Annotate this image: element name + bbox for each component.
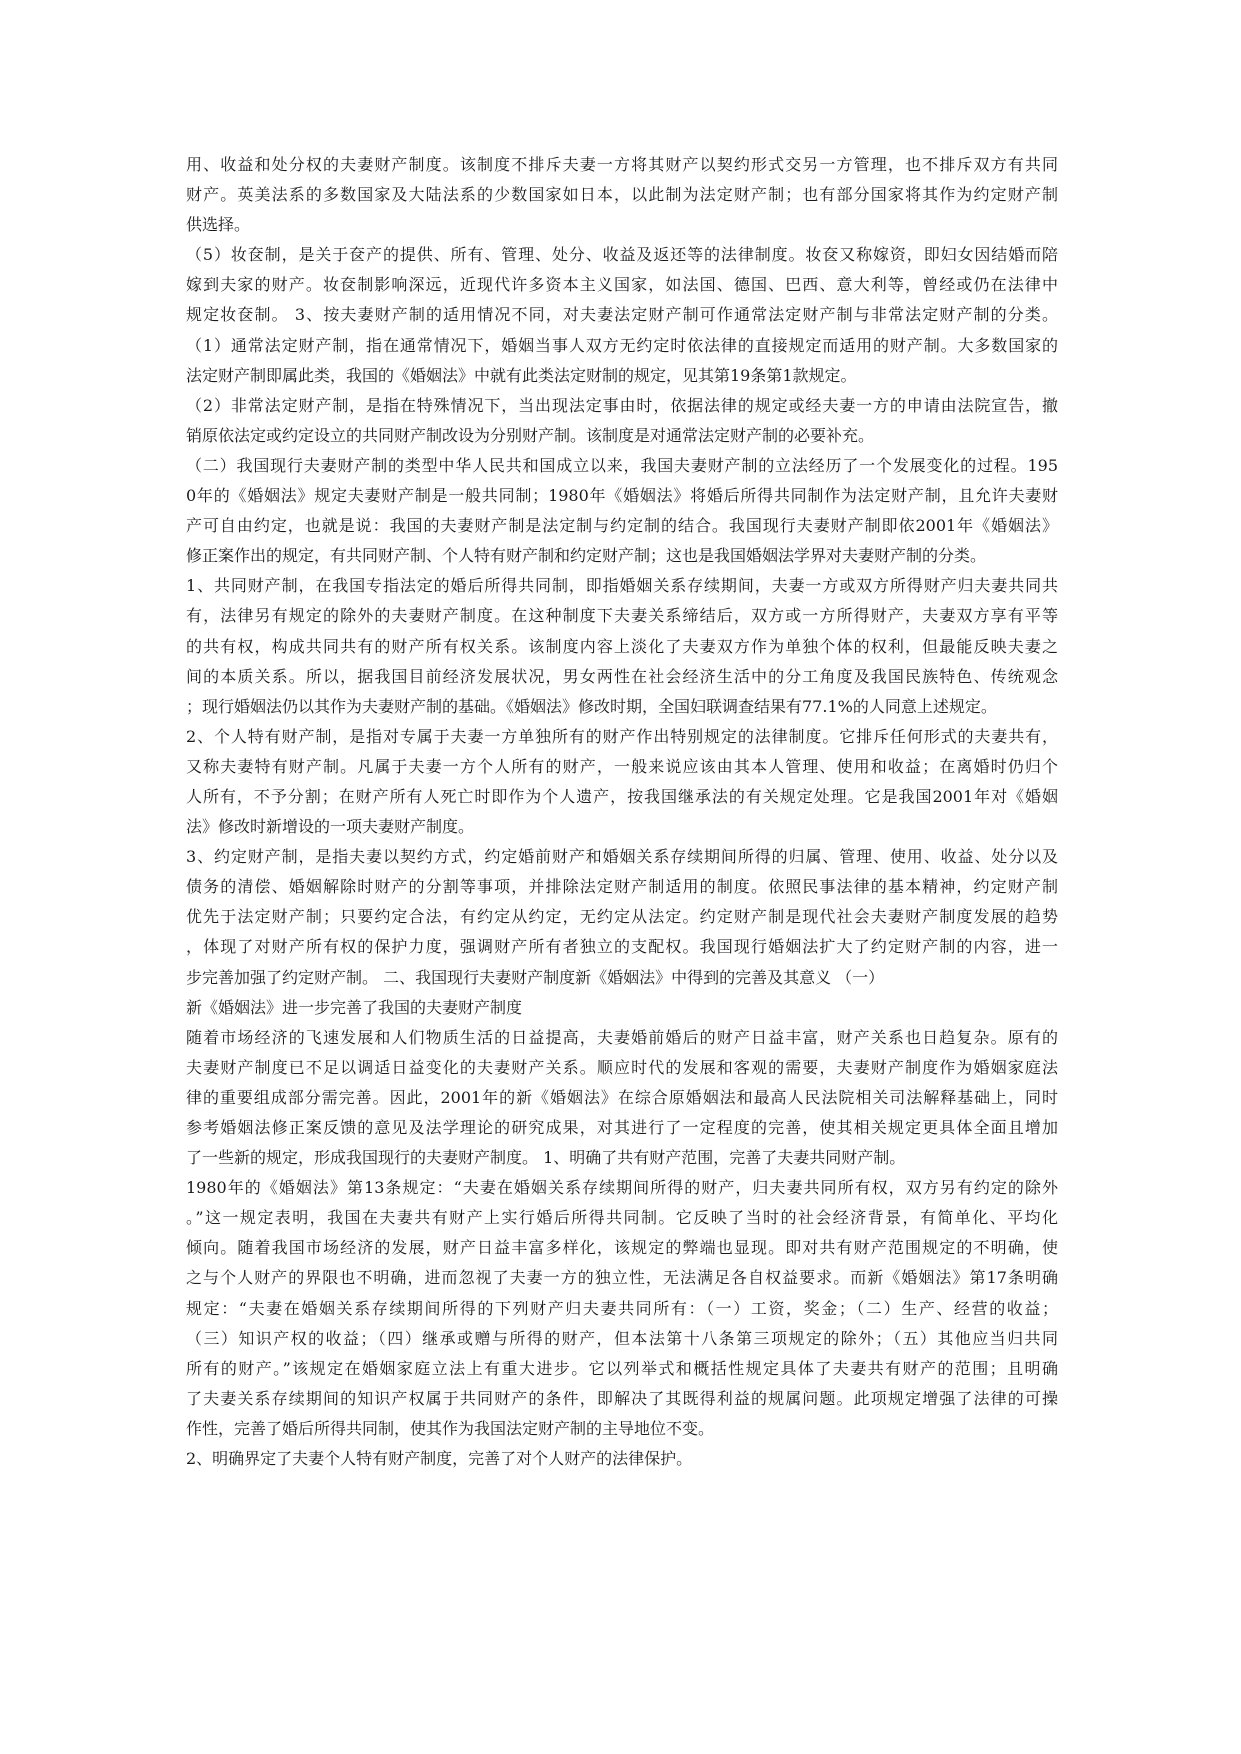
text-line: 规定妆奁制。 3、按夫妻财产制的适用情况不同，对夫妻法定财产制可作通常法定财产制与非常法定财产制的分类。 — [186, 305, 1058, 325]
text-line: 供选择。 — [186, 215, 251, 235]
text-line: 产可自由约定，也就是说：我国的夫妻财产制是法定制与约定制的结合。我国现行夫妻财产制即依2001年《婚姻法》 — [186, 516, 1058, 536]
text-line: 用、收益和处分权的夫妻财产制度。该制度不排斥夫妻一方将其财产以契约形式交另一方管理，也不排斥双方有共同 — [186, 155, 1058, 174]
text-line: （5）妆奁制，是关于奁产的提供、所有、管理、处分、收益及返还等的法律制度。妆奁又称嫁资，即妇女因结婚而陪 — [186, 245, 1058, 265]
text-line: 债务的清偿、婚姻解除时财产的分割等事项，并排除法定财产制适用的制度。依照民事法律的基本精神，约定财产制 — [186, 877, 1058, 897]
document-body — [186, 150, 1058, 1474]
text-line: （三）知识产权的收益；（四）继承或赠与所得的财产，但本法第十八条第三项规定的除外；（五）其他应当归共同 — [186, 1328, 1058, 1348]
text-line: 的共有权，构成共同共有的财产所有权关系。该制度内容上淡化了夫妻双方作为单独个体的权利，但最能反映夫妻之 — [186, 636, 1058, 656]
text-line: 参考婚姻法修正案反馈的意见及法学理论的研究成果，对其进行了一定程度的完善，使其相关规定更具体全面且增加 — [186, 1118, 1058, 1137]
text-line: 之与个人财产的界限也不明确，进而忽视了夫妻一方的独立性，无法满足各自权益要求。而新《婚姻法》第17条明确 — [186, 1268, 1058, 1288]
text-line: 了一些新的规定，形成我国现行的夫妻财产制度。 1、明确了共有财产范围，完善了夫妻共同财产制。 — [186, 1148, 906, 1168]
text-line: 所有的财产。”该规定在婚姻家庭立法上有重大进步。它以列举式和概括性规定具体了夫妻共有财产的范围；且明确 — [186, 1358, 1058, 1378]
text-line: 销原依法定或约定设立的共同财产制改设为分别财产制。该制度是对通常法定财产制的必要补充。 — [186, 425, 875, 445]
text-line: 夫妻财产制度已不足以调适日益变化的夫妻财产关系。顺应时代的发展和客观的需要，夫妻财产制度作为婚姻家庭法 — [186, 1057, 1058, 1077]
text-line: 2、明确界定了夫妻个人特有财产制度，完善了对个人财产的法律保护。 — [186, 1449, 693, 1469]
text-line: 律的重要组成部分需完善。因此，2001年的新《婚姻法》在综合原婚姻法和最高人民法院相关司法解释基础上，同时 — [186, 1087, 1058, 1107]
text-line: 人所有，不予分割；在财产所有人死亡时即作为个人遗产，按我国继承法的有关规定处理。它是我国2001年对《婚姻 — [186, 786, 1058, 806]
text-line: 嫁到夫家的财产。妆奁制影响深远，近现代许多资本主义国家，如法国、德国、巴西、意大利等，曾经或仍在法律中 — [186, 275, 1058, 295]
text-line: 间的本质关系。所以，据我国目前经济发展状况，男女两性在社会经济生活中的分工角度及我国民族特色、传统观念 — [186, 666, 1058, 686]
text-line: 步完善加强了约定财产制。 二、我国现行夫妻财产制度新《婚姻法》中得到的完善及其意义 （一） — [186, 967, 885, 987]
text-line: 财产。英美法系的多数国家及大陆法系的少数国家如日本，以此制为法定财产制；也有部分国家将其作为约定财产制 — [186, 185, 1058, 205]
text-line: 法定财产制即属此类，我国的《婚姻法》中就有此类法定财制的规定，见其第19条第1款规定。 — [186, 365, 857, 385]
text-line: 随着市场经济的飞速发展和人们物质生活的日益提高，夫妻婚前婚后的财产日益丰富，财产关系也日趋复杂。原有的 — [186, 1027, 1058, 1047]
text-line: 法》修改时新增设的一项夫妻财产制度。 — [186, 817, 475, 837]
text-line: 优先于法定财产制；只要约定合法，有约定从约定，无约定从法定。约定财产制是现代社会夫妻财产制度发展的趋势 — [186, 907, 1058, 927]
text-line: 3、约定财产制，是指夫妻以契约方式，约定婚前财产和婚姻关系存续期间所得的归属、管理、使用、收益、处分以及 — [186, 847, 1058, 867]
text-line: ；现行婚姻法仍以其作为夫妻财产制的基础。《婚姻法》修改时期，全国妇联调查结果有77.1%的人同意上述规定。 — [186, 696, 997, 716]
text-line: 又称夫妻特有财产制。凡属于夫妻一方个人所有的财产，一般来说应该由其本人管理、使用和收益；在离婚时仍归个 — [186, 756, 1058, 776]
text-line: 了夫妻关系存续期间的知识产权属于共同财产的条件，即解决了其既得利益的规属问题。此项规定增强了法律的可操 — [186, 1388, 1058, 1408]
text-line: 修正案作出的规定，有共同财产制、个人特有财产制和约定财产制；这也是我国婚姻法学界对夫妻财产制的分类。 — [186, 546, 987, 566]
text-line: （2）非常法定财产制，是指在特殊情况下，当出现法定事由时，依据法律的规定或经夫妻一方的申请由法院宣告，撤 — [186, 395, 1058, 415]
text-line: （1）通常法定财产制，指在通常情况下，婚姻当事人双方无约定时依法律的直接规定而适用的财产制。大多数国家的 — [186, 335, 1058, 355]
text-line: 有，法律另有规定的除外的夫妻财产制度。在这种制度下夫妻关系缔结后，双方或一方所得财产，夫妻双方享有平等 — [186, 606, 1058, 626]
text-line: 0年的《婚姻法》规定夫妻财产制是一般共同制；1980年《婚姻法》将婚后所得共同制作为法定财产制，且允许夫妻财 — [186, 486, 1058, 506]
text-line: ，体现了对财产所有权的保护力度，强调财产所有者独立的支配权。我国现行婚姻法扩大了约定财产制的内容，进一 — [186, 937, 1058, 957]
text-line: （二）我国现行夫妻财产制的类型中华人民共和国成立以来，我国夫妻财产制的立法经历了一个发展变化的过程。195 — [186, 455, 1058, 475]
text-line: 。”这一规定表明，我国在夫妻共有财产上实行婚后所得共同制。它反映了当时的社会经济背景，有简单化、平均化 — [186, 1208, 1058, 1228]
text-line: 2、个人特有财产制，是指对专属于夫妻一方单独所有的财产作出特别规定的法律制度。它排斥任何形式的夫妻共有， — [186, 726, 1058, 746]
text-line: 新《婚姻法》进一步完善了我国的夫妻财产制度 — [186, 997, 523, 1017]
text-line: 作性，完善了婚后所得共同制，使其作为我国法定财产制的主导地位不变。 — [186, 1418, 715, 1438]
text-line: 规定：“夫妻在婚姻关系存续期间所得的下列财产归夫妻共同所有：（一）工资，奖金；（二）生产、经营的收益； — [186, 1298, 1058, 1318]
text-line: 1980年的《婚姻法》第13条规定：“夫妻在婚姻关系存续期间所得的财产，归夫妻共同所有权，双方另有约定的除外 — [186, 1178, 1058, 1198]
text-line: 1、共同财产制，在我国专指法定的婚后所得共同制，即指婚姻关系存续期间，夫妻一方或双方所得财产归夫妻共同共 — [186, 576, 1058, 596]
text-line: 倾向。随着我国市场经济的发展，财产日益丰富多样化，该规定的弊端也显现。即对共有财产范围规定的不明确，使 — [186, 1238, 1058, 1258]
